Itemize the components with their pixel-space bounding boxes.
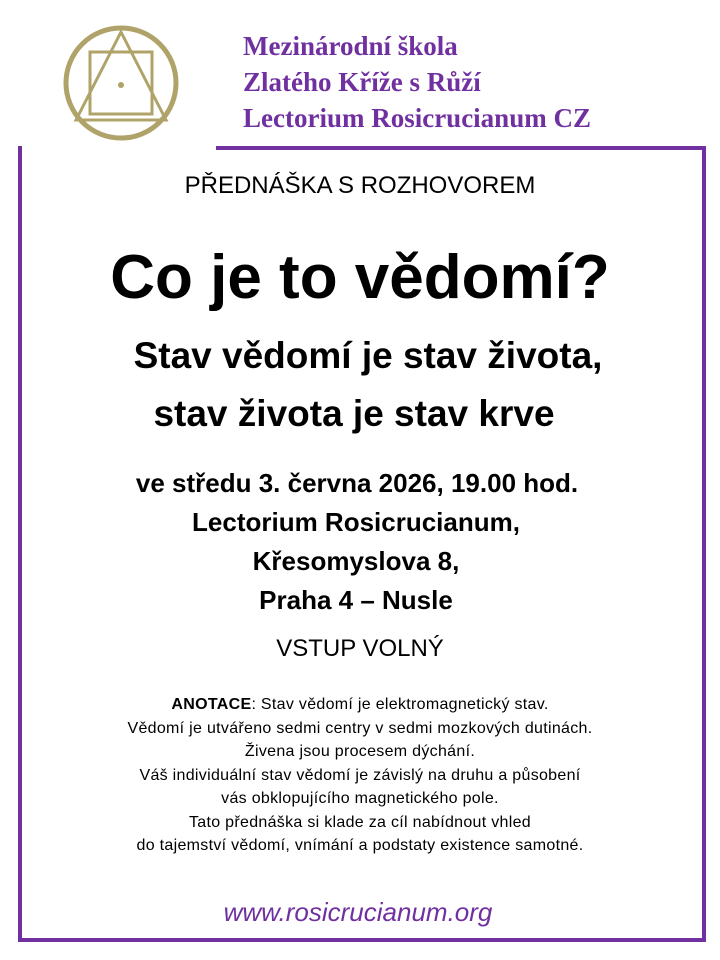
org-line: Mezinárodní škola: [243, 31, 458, 61]
event-city: Praha 4 – Nusle: [259, 585, 453, 615]
org-line: Zlatého Kříže s Růží: [243, 67, 481, 97]
abstract-line: Tato přednáška si klade za cíl nabídnout vhled: [188, 813, 531, 831]
abstract-first-text: : Stav vědomí je elektromagnetický stav.: [251, 696, 549, 713]
abstract-line: Vědomí je utvářeno sedmi centry v sedmi mozkových dutinách.: [127, 719, 593, 737]
abstract-line: vás obklopujícího magnetického pole.: [221, 790, 499, 807]
abstract-line: do tajemství vědomí, vnímání a podstaty existence samotné.: [136, 837, 584, 854]
event-date: ve středu 3. června 2026, 19.00 hod.: [135, 468, 579, 498]
abstract: [0, 693, 720, 858]
subtitle-line-2: stav života je stav krve: [153, 393, 555, 434]
abstract-line: Živena jsou procesem dýchání.: [244, 743, 476, 760]
frame-top-border: [216, 146, 702, 150]
website-link[interactable]: www.rosicrucianum.org: [223, 897, 493, 927]
event-street: Křesomyslova 8,: [252, 546, 460, 576]
entry-note: VSTUP VOLNÝ: [276, 635, 444, 662]
abstract-line: [0, 693, 720, 717]
event-venue: Lectorium Rosicrucianum,: [192, 507, 520, 537]
page-title: Co je to vědomí?: [110, 243, 610, 312]
abstract-line: Váš individuální stav vědomí je závislý na druhu a působení: [139, 766, 581, 784]
org-line: Lectorium Rosicrucianum CZ: [243, 103, 591, 133]
organization-name: [243, 28, 591, 136]
subtitle-line-1: Stav vědomí je stav života,: [133, 335, 603, 376]
event-type: PŘEDNÁŠKA S ROZHOVOREM: [184, 172, 536, 199]
abstract-label: ANOTACE: [171, 696, 252, 713]
rosicrucian-emblem-icon: [62, 24, 180, 142]
